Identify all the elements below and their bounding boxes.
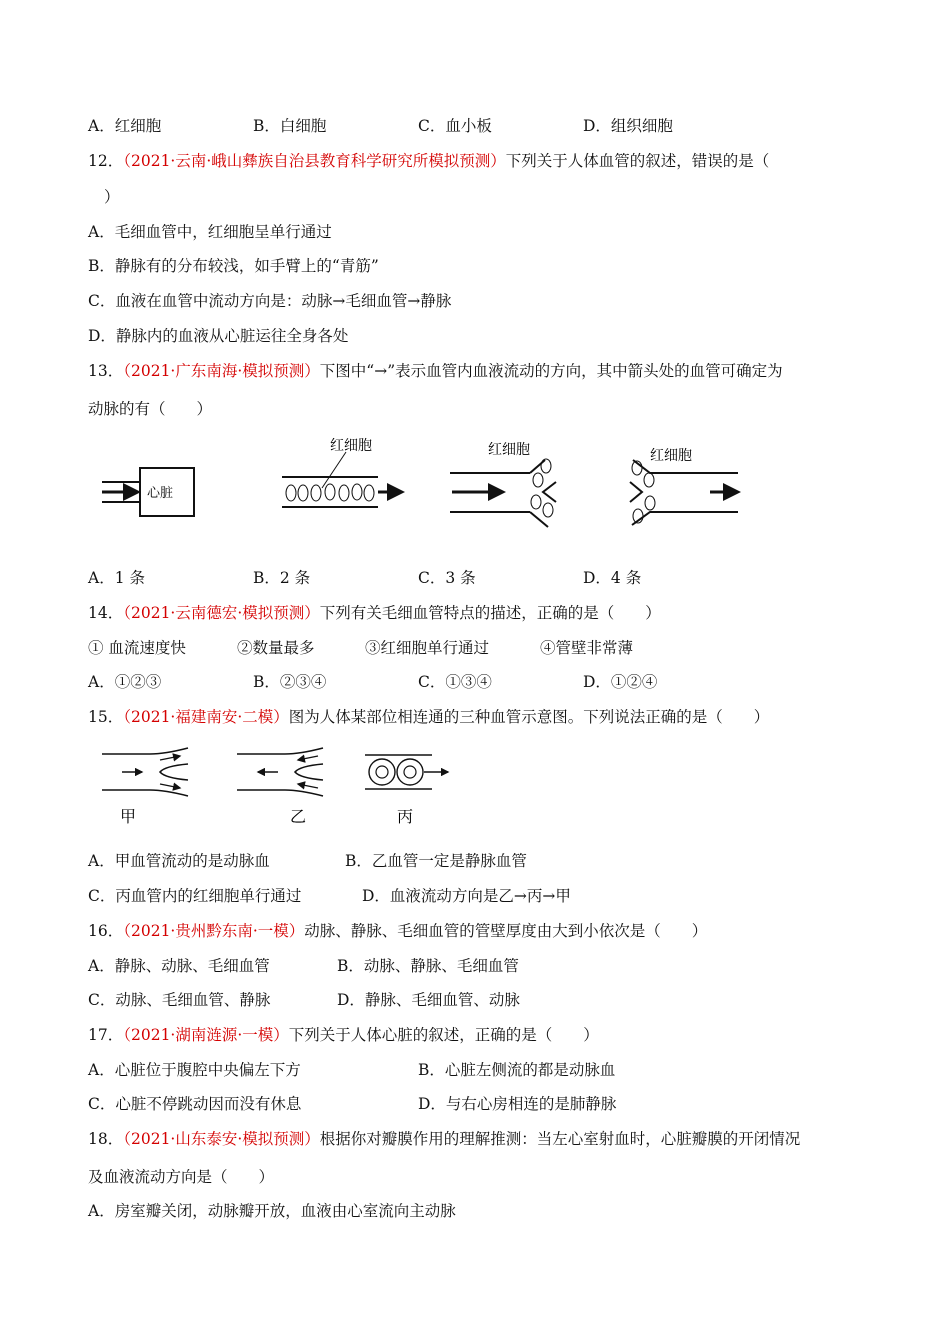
- label-yi: 乙: [290, 807, 307, 826]
- q15-option-b[interactable]: B．乙血管一定是静脉血管: [345, 852, 527, 870]
- q15-figure: [0, 742, 950, 832]
- question-number: 13．: [88, 362, 124, 380]
- question-text: 下列有关毛细血管特点的描述，正确的是（ ）: [319, 604, 661, 622]
- question-number: 14．: [88, 604, 124, 622]
- q16-stem: [88, 921, 707, 941]
- label-jia: 甲: [120, 807, 137, 826]
- q16-option-b[interactable]: B．动脉、静脉、毛细血管: [337, 957, 519, 975]
- q11-option-c[interactable]: C．血小板: [418, 117, 492, 135]
- q14-option-d[interactable]: D．①②④: [583, 673, 658, 691]
- question-source: （2021·云南·峨山彝族自治县教育科学研究所模拟预测）: [123, 152, 506, 170]
- artery-branch-diagram: [450, 442, 556, 527]
- heart-diagram: [102, 468, 194, 516]
- q11-option-d[interactable]: D．组织细胞: [583, 117, 673, 135]
- q14-item-2: ②数量最多: [237, 639, 315, 657]
- q18-stem-tail: 及血液流动方向是（ ）: [88, 1168, 275, 1186]
- q12-stem: [88, 151, 769, 171]
- question-text: 动脉、静脉、毛细血管的管壁厚度由大到小依次是（ ）: [304, 922, 708, 940]
- question-source: （2021·云南德宏·模拟预测）: [123, 604, 320, 622]
- question-text: 下列关于人体血管的叙述，错误的是（: [505, 152, 770, 170]
- vessel-yi: [237, 748, 323, 796]
- q14-option-c[interactable]: C．①③④: [418, 673, 492, 691]
- question-source: （2021·山东泰安·模拟预测）: [123, 1130, 320, 1148]
- rbc-label-2: 红细胞: [488, 442, 530, 458]
- question-number: 15．: [88, 708, 124, 726]
- q16-option-d[interactable]: D．静脉、毛细血管、动脉: [337, 991, 520, 1009]
- q17-option-a[interactable]: A．心脏位于腹腔中央偏左下方: [88, 1061, 301, 1079]
- question-number: 16．: [88, 922, 124, 940]
- question-source: （2021·贵州黔东南·一模）: [123, 922, 305, 940]
- q15-option-a[interactable]: A．甲血管流动的是动脉血: [88, 852, 270, 870]
- question-number: 17．: [88, 1026, 124, 1044]
- q13-figure: [0, 430, 950, 540]
- q15-stem: [88, 707, 769, 727]
- rbc-label-1: 红细胞: [330, 438, 372, 454]
- q16-option-a[interactable]: A．静脉、动脉、毛细血管: [88, 957, 270, 975]
- question-number: 18．: [88, 1130, 124, 1148]
- vessel-bing: [365, 755, 448, 789]
- q13-stem-tail: 动脉的有（ ）: [88, 400, 213, 418]
- q14-item-4: ④管壁非常薄: [540, 639, 634, 657]
- q14-item-1: ① 血流速度快: [88, 639, 186, 657]
- q11-option-b[interactable]: B．白细胞: [253, 117, 327, 135]
- q13-option-a[interactable]: A．1 条: [88, 569, 145, 587]
- question-number: 12．: [88, 152, 124, 170]
- q14-option-b[interactable]: B．②③④: [253, 673, 327, 691]
- q13-option-c[interactable]: C．3 条: [418, 569, 476, 587]
- q13-option-b[interactable]: B．2 条: [253, 569, 311, 587]
- question-text: 下列关于人体心脏的叙述，正确的是（ ）: [288, 1026, 599, 1044]
- vein-merge-diagram: [630, 448, 738, 525]
- question-source: （2021·湖南涟源·一模）: [123, 1026, 289, 1044]
- q17-stem: [88, 1025, 599, 1045]
- q15-option-c[interactable]: C．丙血管内的红细胞单行通过: [88, 887, 302, 905]
- q11-option-a[interactable]: A．红细胞: [88, 117, 162, 135]
- q13-option-d[interactable]: D．4 条: [583, 569, 642, 587]
- label-bing: 丙: [397, 807, 414, 826]
- q13-stem: [88, 361, 783, 381]
- vessel-jia: [102, 748, 188, 796]
- q14-item-3: ③红细胞单行通过: [365, 639, 490, 657]
- heart-label: 心脏: [147, 486, 174, 501]
- q12-option-b[interactable]: B．静脉有的分布较浅，如手臂上的“青筋”: [88, 257, 379, 275]
- q15-option-d[interactable]: D．血液流动方向是乙→丙→甲: [362, 887, 571, 905]
- rbc-label-3: 红细胞: [650, 448, 692, 464]
- q12-option-d[interactable]: D．静脉内的血液从心脏运往全身各处: [88, 327, 349, 345]
- question-text: 根据你对瓣膜作用的理解推测：当左心室射血时，心脏瓣膜的开闭情况: [319, 1130, 801, 1148]
- question-source: （2021·福建南安·二模）: [123, 708, 289, 726]
- question-text: 图为人体某部位相连通的三种血管示意图。下列说法正确的是（ ）: [288, 708, 770, 726]
- capillary-diagram: [282, 438, 402, 507]
- question-source: （2021·广东南海·模拟预测）: [123, 362, 320, 380]
- q17-option-c[interactable]: C．心脏不停跳动因而没有休息: [88, 1095, 302, 1113]
- q18-option-a[interactable]: A．房室瓣关闭，动脉瓣开放，血液由心室流向主动脉: [88, 1202, 456, 1220]
- q12-option-a[interactable]: A．毛细血管中，红细胞呈单行通过: [88, 223, 332, 241]
- q14-stem: [88, 603, 661, 623]
- q12-stem-tail: ）: [104, 188, 120, 206]
- q17-option-d[interactable]: D．与右心房相连的是肺静脉: [418, 1095, 617, 1113]
- q12-option-c[interactable]: C．血液在血管中流动方向是：动脉→毛细血管→静脉: [88, 292, 452, 310]
- q16-option-c[interactable]: C．动脉、毛细血管、静脉: [88, 991, 271, 1009]
- q17-option-b[interactable]: B．心脏左侧流的都是动脉血: [418, 1061, 616, 1079]
- q18-stem: [88, 1129, 800, 1149]
- q14-option-a[interactable]: A．①②③: [88, 673, 162, 691]
- question-text: 下图中“→”表示血管内血液流动的方向，其中箭头处的血管可确定为: [319, 362, 783, 380]
